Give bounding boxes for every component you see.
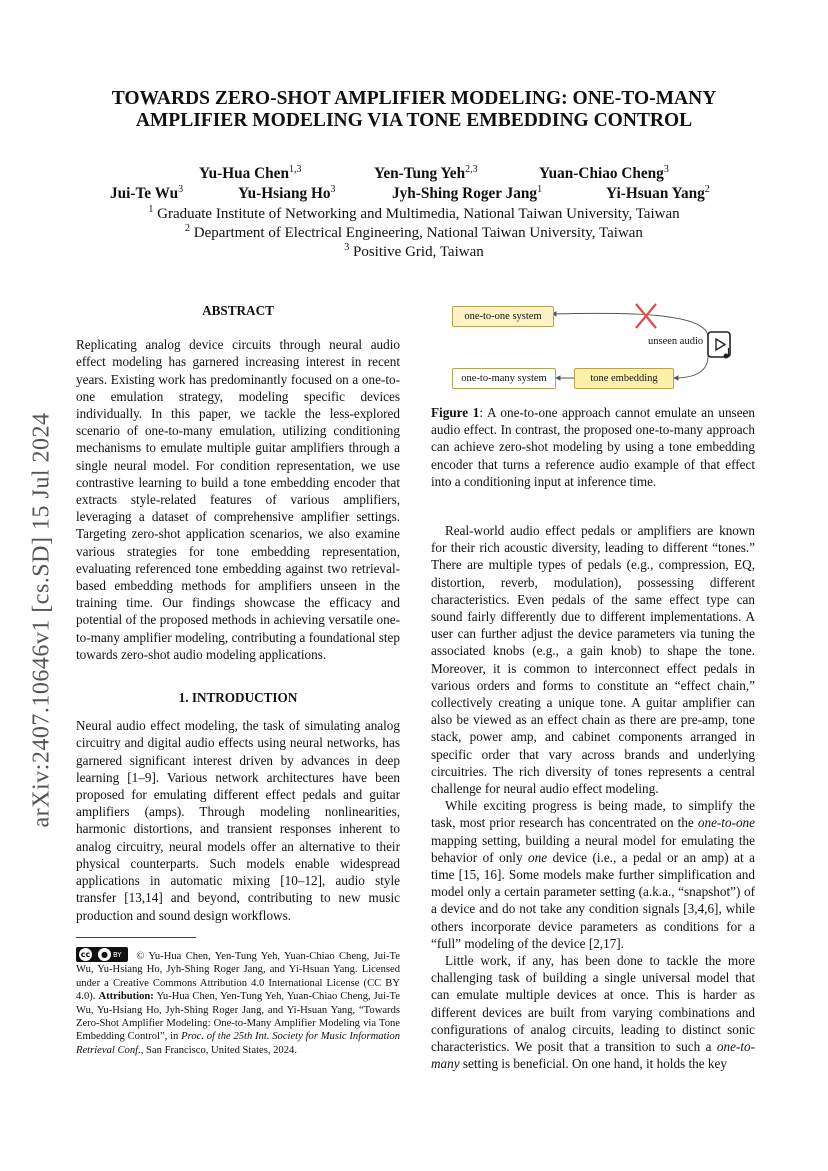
figure-1 — [430, 298, 760, 396]
paragraph: Little work, if any, has been done to tackle the more challenging task of building a single universal model that can emulate multiple devices at once. This is harder as different devices are built from varying combinations and configurations of analog circuits, leading to distinct sonic characteristics. We posit that a transition to such a one-to-many setting is beneficial. On one hand, it holds the key — [431, 953, 755, 1072]
left-column — [76, 302, 400, 924]
arrow-to-tone-embedding — [674, 356, 708, 378]
figure-caption: Figure 1: A one-to-one approach cannot emulate an unseen audio effect. In contrast, the proposed one-to-many approach can achieve zero-shot modeling by using a tone embedding encoder that turns a reference audio example of that effect into a conditioning input at inference time. — [431, 405, 755, 489]
affiliation-2: $^2$ Department of Electrical Engineering, National Taiwan University, Taiwan — [185, 223, 643, 241]
footnote-rule — [76, 937, 196, 938]
affiliation-3: $^3$ Positive Grid, Taiwan — [344, 242, 484, 260]
author: Yu-Hsiang Ho$^3$ — [238, 184, 336, 203]
paragraph: While exciting progress is being made, to simplify the task, most prior research has concentrated on the one-to-one mapping setting, building a neural model for emulating the behavior of only one device (i.e., a pedal or an amp) at a time [15, 16]. Some models make further simplification and model only a certain parameter setting (a.k.a., “snapshot”) of a device and do not take any condition signals [3,4,6], while others incorporate device parameters as conditions for a “full” modeling of the device [2,17]. — [431, 798, 755, 951]
title-line-2: AMPLIFIER MODELING VIA TONE EMBEDDING CONTROL — [135, 110, 693, 131]
arrow-to-one-to-one — [552, 313, 708, 336]
right-column — [431, 522, 755, 1073]
author: Yuan-Chiao Cheng$^3$ — [539, 164, 669, 183]
tone-embedding-box: tone embedding — [574, 368, 674, 389]
audio-file-icon — [708, 332, 730, 359]
one-to-many-box: one-to-many system — [452, 368, 556, 389]
intro-heading: 1. INTRODUCTION — [178, 690, 298, 706]
cross-icon — [636, 304, 656, 328]
arxiv-stamp: arXiv:2407.10646v1 [cs.SD] 15 Jul 2024 — [28, 412, 55, 828]
author: Jyh-Shing Roger Jang$^1$ — [392, 184, 543, 203]
title-line-1: TOWARDS ZERO-SHOT AMPLIFIER MODELING: ONE-TO-MANY — [111, 88, 717, 109]
paper-title — [60, 88, 768, 132]
intro-paragraph: Neural audio effect modeling, the task of simulating analog circuitry and digital audio effects using neural networks, has garnered significant interest driven by advances in deep learning [1–9]. Various network architectures have been proposed for emulating different effect pedals and guitar amplifiers (amps). Through modeling nonlinearities, harmonic distortions, and transient responses inherent to analog circuitry, neural models offer an alternative to their physical counterparts. Such models enable widespread applications in automatic mixing [10–12], audio style transfer [13,14] and beyond, contributing to new music production and sound design workflows. — [76, 718, 400, 923]
author: Yu-Hua Chen$^{1,3}$ — [199, 164, 302, 183]
abstract-heading: ABSTRACT — [202, 303, 274, 318]
author: Yen-Tung Yeh$^{2,3}$ — [374, 164, 478, 183]
paragraph: Real-world audio effect pedals or amplifiers are known for their rich acoustic diversity, leading to different “tones.” There are multiple types of pedals (e.g., compression, EQ, distortion, reverb, modulation), possessing different characteristics. Even pedals of the same effect type can sound fairly differently due to different implementations. A user can further adjust the device parameters via tuning the associated knobs (e.g., a gain knob) to shape the tone. Moreover, it is common to interconnect effect pedals in various orders and forms to constitute an “effect chain,” collectively creating a unique tone. A guitar amplifier can also be viewed as an effect chain as there are pre-amp, tone stack, power amp, and cabinet components arranged in specific order that vary across brands and underlying circuitries. The rich diversity of tones represents a central challenge for neural audio effect modeling. — [431, 523, 755, 797]
unseen-audio-label: unseen audio — [648, 336, 704, 347]
author: Yi-Hsuan Yang$^2$ — [606, 184, 710, 203]
cc-license-badge: cc ● BY — [76, 947, 128, 962]
affiliation-1: $^1$ Graduate Institute of Networking and Multimedia, National Taiwan University, Taiwan — [148, 204, 680, 222]
abstract-text: Replicating analog device circuits through neural audio effect modeling has garnered increasing interest in recent years. Existing work has predominantly focused on a one-to-one emulation strategy, modeling specific devices individually. In this paper, we tackle the less-explored scenario of one-to-many emulation, utilizing conditioning mechanisms to emulate multiple guitar amplifiers through a single neural model. For condition representation, we use contrastive learning to build a tone embedding encoder that extracts style-related features of various amplifiers, leveraging a dataset of comprehensive amplifier settings. Targeting zero-shot application scenarios, we also examine various strategies for tone embedding representation, evaluating referenced tone embedding against two retrieval-based embedding methods for amplifiers unseen in the training time. Our findings showcase the efficacy and potential of the proposed methods in achieving versatile one-to-many amplifier modeling, contributing a foundational step towards zero-shot audio modeling applications. — [76, 337, 400, 662]
one-to-one-box: one-to-one system — [452, 306, 554, 327]
license-footnote: cc ● BY © Yu-Hua Chen, Yen-Tung Yeh, Yuan-Chiao Cheng, Jui-Te Wu, Yu-Hsiang Ho, Jyh-Shing Roger Jang, and Yi-Hsuan Yang. Licensed under a Creative Commons Attribution 4.0 International License (CC BY 4.0). Attribution: Yu-Hua Chen, Yen-Tung Yeh, Yuan-Chiao Cheng, Jui-Te Wu, Yu-Hsiang Ho, Jyh-Shing Roger Jang, and Yi-Hsuan Yang, “Towards Zero-Shot Amplifier Modeling: One-to-Many Amplifier Modeling via Tone Embedding Control”, in Proc. of the 25th Int. Society for Music Information Retrieval Conf., San Francisco, United States, 2024. — [76, 947, 400, 1057]
author: Jui-Te Wu$^3$ — [110, 184, 184, 203]
